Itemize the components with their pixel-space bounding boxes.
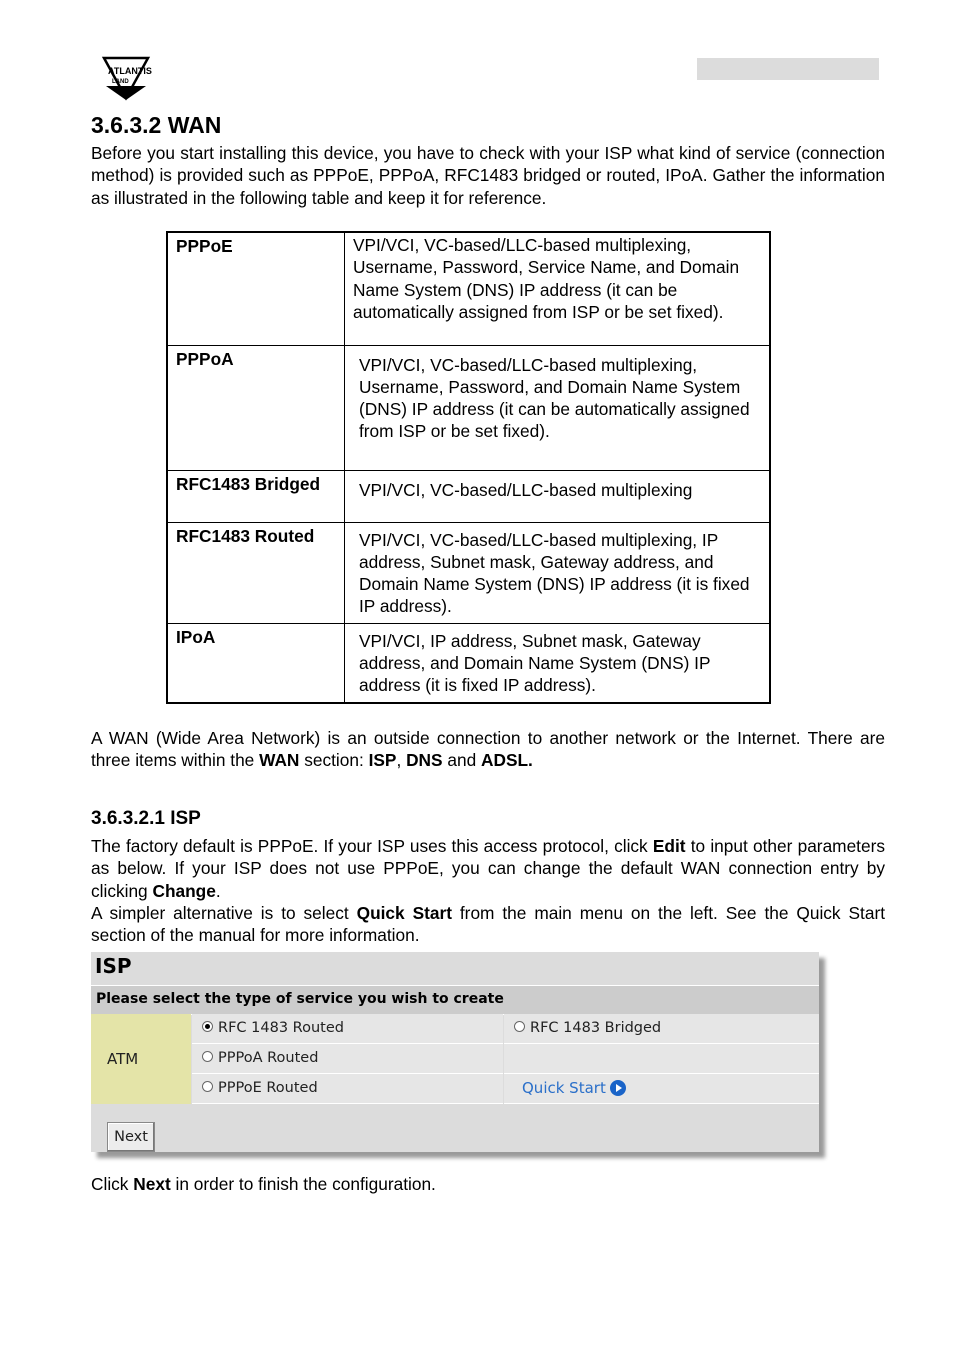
quick-start-link[interactable]: Quick Start: [504, 1074, 819, 1104]
table-value: VPI/VCI, VC-based/LLC-based multiplexing, Username, Password, and Domain Name System (DNS) IP address (it can be automatically assigned from ISP or be set fixed).: [345, 345, 771, 470]
isp-paragraph-1: The factory default is PPPoE. If your ISP uses this access protocol, click Edit to input other parameters as below. If your ISP does not use PPPoE, you can change the default WAN connection entry by clicking Change.: [91, 836, 885, 901]
radio-selected-icon[interactable]: [202, 1021, 213, 1032]
isp-panel-title: ISP: [95, 954, 132, 978]
table-key: PPPoA: [167, 345, 345, 470]
play-arrow-icon[interactable]: [610, 1080, 626, 1096]
next-button[interactable]: Next: [107, 1122, 155, 1152]
subsection-title: 3.6.3.2.1 ISP: [91, 808, 201, 829]
svg-text:LAND: LAND: [112, 79, 129, 85]
closing-paragraph: Click Next in order to finish the configuration.: [91, 1174, 436, 1194]
radio-icon[interactable]: [202, 1051, 213, 1062]
option-pppoa-routed[interactable]: PPPoA Routed: [192, 1044, 503, 1074]
table-row: [167, 345, 770, 470]
atlantis-logo: [86, 56, 186, 104]
option-rfc1483-bridged[interactable]: RFC 1483 Bridged: [504, 1014, 819, 1044]
table-key: RFC1483 Bridged: [167, 470, 345, 522]
table-value: VPI/VCI, IP address, Subnet mask, Gateway address, and Domain Name System (DNS) IP address (it is fixed IP address).: [345, 623, 771, 703]
radio-icon[interactable]: [202, 1081, 213, 1092]
option-rfc1483-routed[interactable]: RFC 1483 Routed: [192, 1014, 503, 1044]
table-row: [167, 522, 770, 623]
table-key: IPoA: [167, 623, 345, 703]
svg-text:ATLANTIS: ATLANTIS: [108, 66, 152, 76]
section-title: 3.6.3.2 WAN: [91, 112, 222, 138]
isp-panel-header: Please select the type of service you wish to create: [91, 985, 819, 1015]
empty-cell: [504, 1044, 819, 1074]
connection-info-table: [166, 231, 771, 704]
table-row: [167, 470, 770, 522]
table-key: PPPoE: [167, 232, 345, 345]
table-value: VPI/VCI, VC-based/LLC-based multiplexing: [345, 470, 771, 522]
radio-icon[interactable]: [514, 1021, 525, 1032]
atm-group-label: ATM: [91, 1014, 191, 1104]
option-pppoe-routed[interactable]: PPPoE Routed: [192, 1074, 503, 1104]
isp-panel: [91, 952, 819, 1152]
isp-paragraph-2: A simpler alternative is to select Quick Start from the main menu on the left. See the Quick Start section of the manual for more information.: [91, 903, 886, 946]
header-bar: [697, 58, 879, 80]
table-row: [167, 232, 770, 345]
table-value: VPI/VCI, VC-based/LLC-based multiplexing, IP address, Subnet mask, Gateway address, and Domain Name System (DNS) IP address (it is fixed IP address).: [345, 522, 771, 623]
table-value: VPI/VCI, VC-based/LLC-based multiplexing, Username, Password, Service Name, and Domain Name System (DNS) IP address (it can be automatically assigned from ISP or be set fixed).: [345, 232, 771, 345]
table-key: RFC1483 Routed: [167, 522, 345, 623]
wan-paragraph: A WAN (Wide Area Network) is an outside connection to another network or the Internet. There are three items within the WAN section: ISP, DNS and ADSL.: [91, 728, 885, 771]
intro-paragraph: Before you start installing this device, you have to check with your ISP what kind of service (connection method) is provided such as PPPoE, PPPoA, RFC1483 bridged or routed, IPoA. Gather the information as illustrated in the following table and keep it for reference.: [91, 143, 885, 208]
table-row: [167, 623, 770, 703]
